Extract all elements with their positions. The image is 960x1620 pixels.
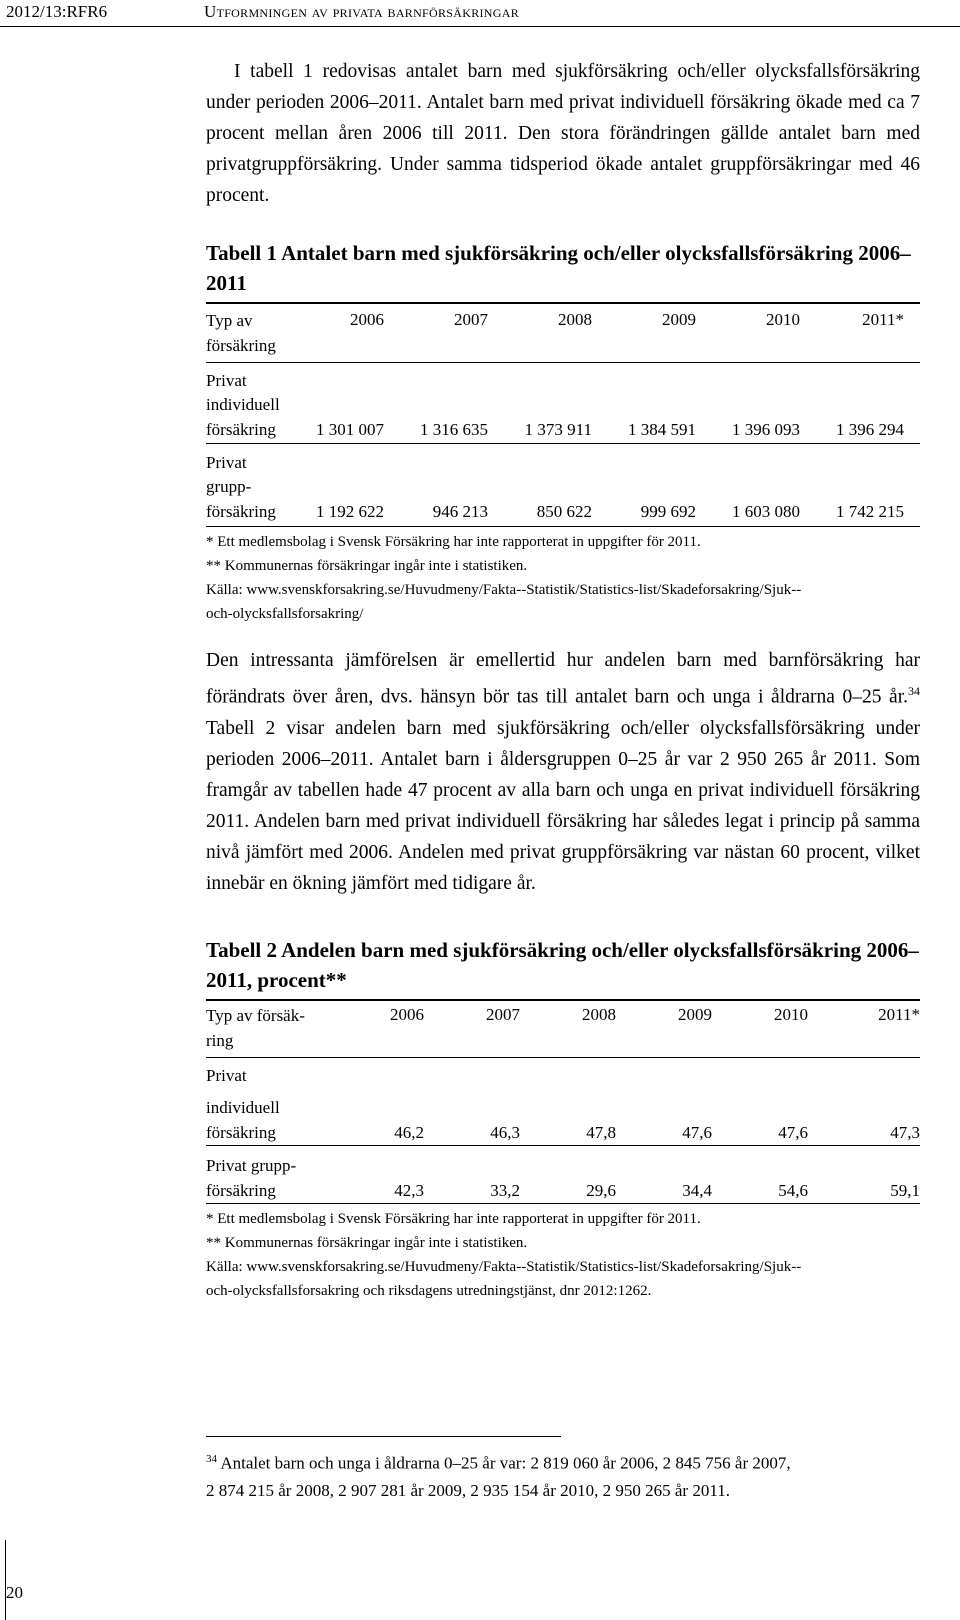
footnote-number: 34 <box>206 1453 217 1465</box>
table1-cell: 850 622 <box>536 502 592 521</box>
table2-cell: 29,6 <box>586 1181 616 1200</box>
table1-row-label: Privat <box>206 371 247 390</box>
table1-cell: 1 373 911 <box>524 420 592 439</box>
table2-note: * Ett medlemsbolag i Svensk Försäkring har inte rapporterat in uppgifter för 2011. <box>206 1211 701 1227</box>
table1-row-label: Privat <box>206 453 247 472</box>
table1-cell: 999 692 <box>640 502 696 521</box>
table2-row-label: försäkring <box>206 1181 276 1200</box>
table2-type-header-2: ring <box>206 1031 234 1050</box>
table1-cell: 946 213 <box>432 502 488 521</box>
table1-cell: 1 396 093 <box>732 420 800 439</box>
table2-type-header-1: Typ av försäk- <box>206 1006 305 1025</box>
table2-year-header: 2011* <box>878 1005 920 1024</box>
table1-year-header: 2008 <box>558 310 592 329</box>
margin-rule <box>5 1540 6 1620</box>
table1-cell: 1 384 591 <box>628 420 696 439</box>
table1-notes <box>206 530 920 626</box>
table2-cell: 46,2 <box>394 1123 424 1142</box>
table2-bottom-rule <box>206 1203 920 1204</box>
table1-cell: 1 316 635 <box>420 420 488 439</box>
footnote-text: 2 874 215 år 2008, 2 907 281 år 2009, 2 935 154 år 2010, 2 950 265 år 2011. <box>206 1480 730 1500</box>
table2-row-rule <box>206 1145 920 1146</box>
footnote <box>206 1446 920 1504</box>
table2-cell: 47,6 <box>682 1123 712 1142</box>
paragraph-text: Den intressanta jämförelsen är emellertid hur andelen barn med barnförsäkring har förändrats över åren, dvs. hänsyn bör tas till antalet barn och unga i åldrarna 0–25 år. <box>206 650 920 708</box>
table1-cell: 1 301 007 <box>316 420 384 439</box>
table2-cell: 59,1 <box>890 1181 920 1200</box>
table1-header-rule <box>206 362 920 363</box>
page-number: 20 <box>6 1583 23 1602</box>
table1-type-header-1: Typ av <box>206 311 253 330</box>
table2-year-header: 2009 <box>678 1005 712 1024</box>
table1-row-label: individuell <box>206 395 280 414</box>
table2-row-label: Privat <box>206 1066 247 1085</box>
table1-source: Källa: www.svenskforsakring.se/Huvudmeny/Fakta--Statistik/Statistics-list/Skadeforsakring/Sjuk-- <box>206 582 802 598</box>
table2-cell: 46,3 <box>490 1123 520 1142</box>
body-paragraph <box>206 645 920 899</box>
table1-note: * Ett medlemsbolag i Svensk Försäkring har inte rapporterat in uppgifter för 2011. <box>206 534 701 550</box>
table2-year-header: 2008 <box>582 1005 616 1024</box>
table2-cell: 34,4 <box>682 1181 712 1200</box>
table1-cell: 1 192 622 <box>316 502 384 521</box>
table2-source: Källa: www.svenskforsakring.se/Huvudmeny/Fakta--Statistik/Statistics-list/Skadeforsakring/Sjuk-- <box>206 1259 802 1275</box>
table1-source: och-olycksfallsforsakring/ <box>206 606 364 622</box>
table1-row-rule <box>206 443 920 444</box>
table1-row-label: försäkring <box>206 502 276 521</box>
footnote-ref[interactable]: 34 <box>908 684 920 698</box>
intro-paragraph: I tabell 1 redovisas antalet barn med sjukförsäkring och/eller olycksfallsförsäkring under perioden 2006–2011. Antalet barn med privat individuell försäkring ökade med ca 7 procent mellan åren 2006 till 2011. Den stora förändringen gällde antalet barn med privatgruppförsäkring. Under samma tidsperiod ökade antalet gruppförsäkringar med 46 procent. <box>206 61 920 206</box>
page-header <box>0 0 960 27</box>
table2-cell: 47,8 <box>586 1123 616 1142</box>
table2-title: Tabell 2 Andelen barn med sjukförsäkring och/eller olycksfallsförsäkring 2006–2011, procent** <box>206 935 920 1001</box>
table1-year-header: 2007 <box>454 310 488 329</box>
paragraph-text: Tabell 2 visar andelen barn med sjukförsäkring och/eller olycksfallsförsäkring under perioden 2006–2011. Antalet barn i åldersgruppen 0–25 år var 2 950 265 år 2011. Som framgår av tabellen hade 47 procent av alla barn och unga en privat individuell försäkring 2011. Andelen barn med privat individuell försäkring har således legat i princip på samma nivå jämfört med 2006. Andelen med privat gruppförsäkring var nästan 60 procent, vilket innebär en ökning jämfört med tidigare år. <box>206 717 920 894</box>
table2-note: ** Kommunernas försäkringar ingår inte i statistiken. <box>206 1235 528 1251</box>
table1-type-header-2: försäkring <box>206 336 276 355</box>
table2-header-rule <box>206 1057 920 1058</box>
footnote-text: Antalet barn och unga i åldrarna 0–25 år var: 2 819 060 år 2006, 2 845 756 år 2007, <box>220 1453 791 1473</box>
table2-row-label: individuell <box>206 1098 280 1117</box>
table1-year-header: 2009 <box>662 310 696 329</box>
footnote-rule <box>206 1436 561 1437</box>
table2-cell: 47,3 <box>890 1123 920 1142</box>
table1-note: ** Kommunernas försäkringar ingår inte i statistiken. <box>206 558 528 574</box>
table1-title: Tabell 1 Antalet barn med sjukförsäkring och/eller olycksfallsförsäkring 2006–2011 <box>206 238 920 304</box>
table2-notes <box>206 1207 920 1303</box>
table2-row-label: Privat grupp- <box>206 1156 297 1175</box>
table1-row-label: grupp- <box>206 477 252 496</box>
table1-row-label: försäkring <box>206 420 276 439</box>
table2-cell: 54,6 <box>778 1181 808 1200</box>
running-title: Utformningen av privata barnförsäkringar <box>204 2 520 21</box>
table1-year-header: 2006 <box>350 310 384 329</box>
table2-cell: 47,6 <box>778 1123 808 1142</box>
table2-cell: 33,2 <box>490 1181 520 1200</box>
document-reference: 2012/13:RFR6 <box>6 2 108 21</box>
table1-cell: 1 396 294 <box>836 420 904 439</box>
table1-cell: 1 742 215 <box>836 502 904 521</box>
table2-cell: 42,3 <box>394 1181 424 1200</box>
table2-year-header: 2006 <box>390 1005 424 1024</box>
table1-bottom-rule <box>206 526 920 527</box>
table1-year-header: 2010 <box>766 310 800 329</box>
table2-row-label: försäkring <box>206 1123 276 1142</box>
table2-source: och-olycksfallsforsakring och riksdagens utredningstjänst, dnr 2012:1262. <box>206 1283 652 1299</box>
table1-year-header: 2011* <box>862 310 904 329</box>
table1-cell: 1 603 080 <box>732 502 800 521</box>
table2-year-header: 2007 <box>486 1005 520 1024</box>
table2-year-header: 2010 <box>774 1005 808 1024</box>
